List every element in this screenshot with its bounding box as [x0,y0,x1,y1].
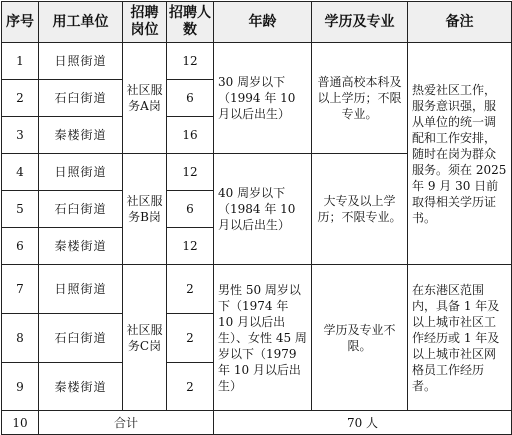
row-index: 3 [2,117,39,154]
header-remark: 备注 [408,2,512,43]
row-unit: 秦楼街道 [39,228,123,265]
total-index: 10 [2,411,39,435]
row-count: 12 [167,43,214,80]
education-c: 学历及专业不限。 [312,265,408,411]
row-index: 8 [2,314,39,363]
header-age: 年龄 [214,2,312,43]
remark-c: 在东港区范围内，具备 1 年及以上城市社区工作经历或 1 年及以上城市社区网格员工作经历者。 [408,265,512,411]
row-unit: 石臼街道 [39,191,123,228]
total-row [2,411,512,435]
row-index: 5 [2,191,39,228]
row-count: 2 [167,314,214,363]
row-index: 4 [2,154,39,191]
table-row [2,43,512,80]
row-index: 7 [2,265,39,314]
row-unit: 日照街道 [39,154,123,191]
remark-ab: 热爱社区工作，服务意识强，服从单位的统一调配和工作安排，随时在岗为群众服务。须在 2025 年 9 月 30 日前取得相关学历证书。 [408,43,512,265]
header-unit: 用工单位 [39,2,123,43]
row-unit: 日照街道 [39,265,123,314]
row-count: 6 [167,80,214,117]
header-education: 学历及专业 [312,2,408,43]
row-count: 6 [167,191,214,228]
total-value: 70 人 [214,411,512,435]
row-unit: 秦楼街道 [39,363,123,411]
row-unit: 石臼街道 [39,314,123,363]
row-unit: 秦楼街道 [39,117,123,154]
row-index: 2 [2,80,39,117]
row-index: 9 [2,363,39,411]
post-a: 社区服务A岗 [123,43,167,154]
education-a: 普通高校本科及以上学历；不限专业。 [312,43,408,154]
table-row [2,265,512,314]
total-label: 合计 [39,411,214,435]
education-b: 大专及以上学历；不限专业。 [312,154,408,265]
row-index: 6 [2,228,39,265]
row-count: 2 [167,265,214,314]
header-index: 序号 [2,2,39,43]
age-b: 40 周岁以下（1984 年 10 月以后出生） [214,154,312,265]
post-c: 社区服务C岗 [123,265,167,411]
header-row [2,2,512,43]
row-unit: 石臼街道 [39,80,123,117]
row-index: 1 [2,43,39,80]
row-count: 12 [167,228,214,265]
header-count: 招聘人数 [167,2,214,43]
row-count: 12 [167,154,214,191]
age-c: 男性 50 周岁以下（1974 年 10 月以后出生）、女性 45 周岁以下（1979 年 10 月以后出生） [214,265,312,411]
header-post: 招聘岗位 [123,2,167,43]
age-a: 30 周岁以下（1994 年 10 月以后出生） [214,43,312,154]
recruitment-table [1,1,512,435]
row-count: 16 [167,117,214,154]
post-b: 社区服务B岗 [123,154,167,265]
row-count: 2 [167,363,214,411]
row-unit: 日照街道 [39,43,123,80]
